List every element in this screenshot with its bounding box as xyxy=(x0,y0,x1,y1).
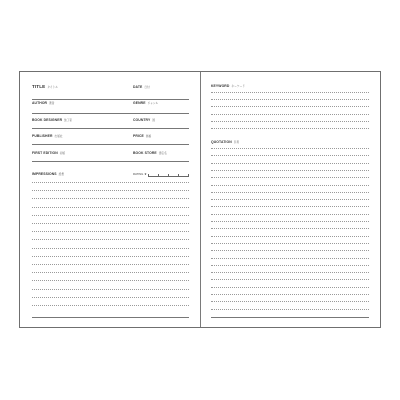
first-edition-label-jp: 初版 xyxy=(59,152,66,155)
first-edition-label xyxy=(32,151,65,155)
dotted-writing-line[interactable] xyxy=(211,301,369,302)
keyword-label xyxy=(211,84,245,88)
rating-tick[interactable] xyxy=(148,174,149,176)
rating-ticks[interactable] xyxy=(148,174,189,177)
dotted-writing-line[interactable] xyxy=(32,215,189,216)
first-edition-label-en: FIRST EDITION xyxy=(32,151,58,155)
dotted-writing-line[interactable] xyxy=(211,128,369,129)
publisher-label-jp: 出版社 xyxy=(54,135,63,138)
quotation-label-jp: 引用 xyxy=(233,141,240,144)
notebook-spread xyxy=(19,71,381,328)
first-edition-line[interactable] xyxy=(32,161,189,162)
dotted-writing-line[interactable] xyxy=(211,221,369,222)
keyword-label-jp: キーワード xyxy=(231,85,245,88)
dotted-writing-line[interactable] xyxy=(211,121,369,122)
keyword-label-en: KEYWORD xyxy=(211,84,230,88)
publisher-line[interactable] xyxy=(32,144,189,145)
price-label xyxy=(133,134,151,138)
dotted-writing-line[interactable] xyxy=(211,114,369,115)
impressions-label-en: IMPRESSIONS xyxy=(32,172,57,176)
title-line[interactable] xyxy=(32,99,189,100)
dotted-writing-line[interactable] xyxy=(211,170,369,171)
genre-label-jp: ジャンル xyxy=(147,102,159,105)
date-label-en: DATE xyxy=(133,85,143,89)
dotted-writing-line[interactable] xyxy=(211,199,369,200)
dotted-writing-line[interactable] xyxy=(32,207,189,208)
dotted-writing-line[interactable] xyxy=(211,106,369,107)
dotted-writing-line[interactable] xyxy=(211,287,369,288)
dotted-writing-line[interactable] xyxy=(32,239,189,240)
dotted-writing-line[interactable] xyxy=(32,272,189,273)
dotted-writing-line[interactable] xyxy=(32,289,189,290)
dotted-writing-line[interactable] xyxy=(32,223,189,224)
publisher-label xyxy=(32,134,63,138)
country-label-jp: 国 xyxy=(152,119,156,122)
dotted-writing-line[interactable] xyxy=(32,231,189,232)
dotted-writing-line[interactable] xyxy=(211,279,369,280)
dotted-writing-line[interactable] xyxy=(32,256,189,257)
dotted-writing-line[interactable] xyxy=(32,182,189,183)
title-label xyxy=(32,84,58,89)
book-store-label xyxy=(133,151,167,155)
dotted-writing-line[interactable] xyxy=(32,198,189,199)
dotted-writing-line[interactable] xyxy=(211,148,369,149)
book-designer-label-en: BOOK DESIGNER xyxy=(32,118,63,122)
book-store-label-en: BOOK STORE xyxy=(133,151,157,155)
author-line[interactable] xyxy=(32,113,189,114)
right-page xyxy=(201,72,381,327)
book-designer-label xyxy=(32,118,72,122)
dotted-writing-line[interactable] xyxy=(211,250,369,251)
dotted-writing-line[interactable] xyxy=(32,280,189,281)
dotted-writing-line[interactable] xyxy=(211,163,369,164)
quotation-label-en: QUOTATION xyxy=(211,140,232,144)
rating-label: RATING ★ xyxy=(133,171,147,176)
publisher-label-en: PUBLISHER xyxy=(32,134,53,138)
title-label-en: TITLE xyxy=(32,84,46,89)
dotted-writing-line[interactable] xyxy=(32,305,189,306)
right-bottom-line xyxy=(211,317,369,318)
country-label xyxy=(133,118,155,122)
date-label xyxy=(133,85,150,89)
genre-label-en: GENRE xyxy=(133,101,146,105)
dotted-writing-line[interactable] xyxy=(211,228,369,229)
book-designer-line[interactable] xyxy=(32,128,189,129)
author-label xyxy=(32,101,55,105)
dotted-writing-line[interactable] xyxy=(211,309,369,310)
left-bottom-line xyxy=(32,317,189,318)
quotation-label xyxy=(211,140,239,144)
genre-label xyxy=(133,101,158,105)
dotted-writing-line[interactable] xyxy=(211,99,369,100)
country-label-en: COUNTRY xyxy=(133,118,151,122)
rating-tick[interactable] xyxy=(168,174,169,176)
left-page xyxy=(20,72,200,327)
title-label-jp: タイトル xyxy=(47,86,58,89)
dotted-writing-line[interactable] xyxy=(211,155,369,156)
dotted-writing-line[interactable] xyxy=(211,185,369,186)
rating-scale[interactable] xyxy=(133,171,189,177)
dotted-writing-line[interactable] xyxy=(32,297,189,298)
date-label-jp: 日付 xyxy=(144,86,150,89)
book-store-label-jp: 書店名 xyxy=(158,152,167,155)
dotted-writing-line[interactable] xyxy=(211,206,369,207)
dotted-writing-line[interactable] xyxy=(211,236,369,237)
dotted-writing-line[interactable] xyxy=(211,272,369,273)
dotted-writing-line[interactable] xyxy=(211,294,369,295)
dotted-writing-line[interactable] xyxy=(211,192,369,193)
rating-tick[interactable] xyxy=(178,174,179,176)
price-label-jp: 価格 xyxy=(145,135,152,138)
dotted-writing-line[interactable] xyxy=(211,243,369,244)
dotted-writing-line[interactable] xyxy=(211,265,369,266)
dotted-writing-line[interactable] xyxy=(211,258,369,259)
impressions-label-jp: 感想 xyxy=(58,173,65,176)
dotted-writing-line[interactable] xyxy=(32,264,189,265)
rating-tick[interactable] xyxy=(188,174,189,176)
dotted-writing-line[interactable] xyxy=(211,92,369,93)
price-label-en: PRICE xyxy=(133,134,144,138)
author-label-en: AUTHOR xyxy=(32,101,48,105)
book-designer-label-jp: 装丁家 xyxy=(64,119,73,122)
rating-tick[interactable] xyxy=(158,174,159,176)
dotted-writing-line[interactable] xyxy=(211,214,369,215)
dotted-writing-line[interactable] xyxy=(32,248,189,249)
dotted-writing-line[interactable] xyxy=(32,190,189,191)
dotted-writing-line[interactable] xyxy=(211,177,369,178)
author-label-jp: 著者 xyxy=(49,102,55,105)
impressions-label xyxy=(32,172,64,176)
